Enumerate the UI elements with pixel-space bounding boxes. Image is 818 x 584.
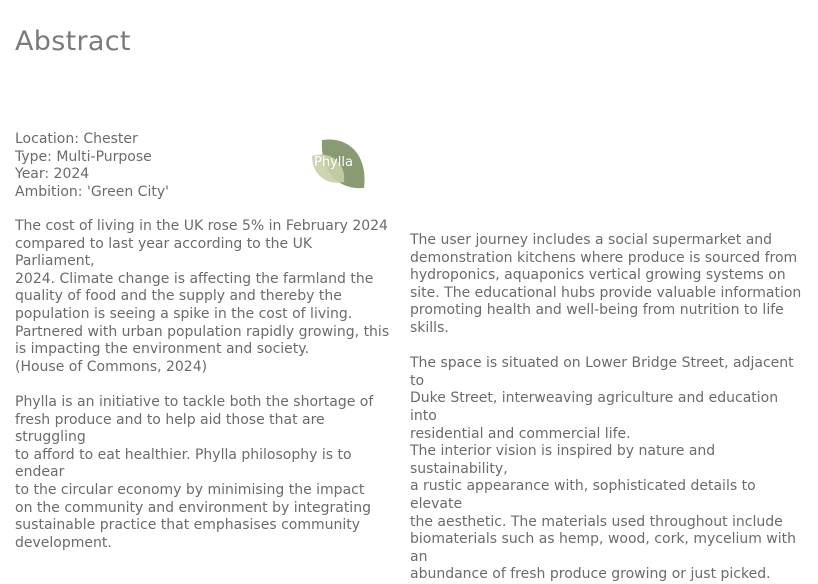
citation: (House of Commons, 2024) [15, 358, 208, 375]
phylla-logo [310, 134, 368, 192]
meta-location: Location: Chester [15, 131, 138, 147]
logo-text: Phylla [314, 155, 353, 170]
project-meta [15, 131, 169, 201]
interior-vision-paragraph: The interior vision is inspired by nature and sustainability, a rustic appearance with, sophisticated details to elevate the aesthetic. The materials used throughout include biomaterials such as hemp, wood, cork, mycelium with an abundance of fresh produce growing or just picked. [410, 443, 797, 583]
right-column [410, 232, 805, 584]
cost-of-living-paragraph: The cost of living in the UK rose 5% in February 2024 compared to last year according to the UK Parliament, 2024. Climate change is affecting the farmland the quality of food and the supply and thereby the population is seeing a spike in the cost of living. Partnered with urban population rapidly growing, this is impacting the environment and society. [15, 218, 390, 358]
left-column [15, 218, 393, 552]
meta-ambition: Ambition: 'Green City' [15, 183, 169, 200]
site-location-paragraph: The space is situated on Lower Bridge Street, adjacent to Duke Street, interweaving agriculture and education into residential and commercial life. [410, 355, 794, 442]
meta-type: Type: Multi-Purpose [15, 148, 152, 165]
meta-year: Year: 2024 [15, 166, 90, 182]
page-title: Abstract [15, 26, 131, 57]
user-journey-paragraph: The user journey includes a social supermarket and demonstration kitchens where produce is sourced from hydroponics, aquaponics vertical growing systems on site. The educational hubs provide valuable information promoting health and well-being from nutrition to life skills. [410, 232, 802, 336]
phylla-initiative-paragraph: Phylla is an initiative to tackle both the shortage of fresh produce and to help aid those that are struggling to afford to eat healthier. Phylla philosophy is to endear to the circular economy by minimising the impact on the community and environment by integrating sustainable practice that emphasises community development. [15, 393, 374, 551]
